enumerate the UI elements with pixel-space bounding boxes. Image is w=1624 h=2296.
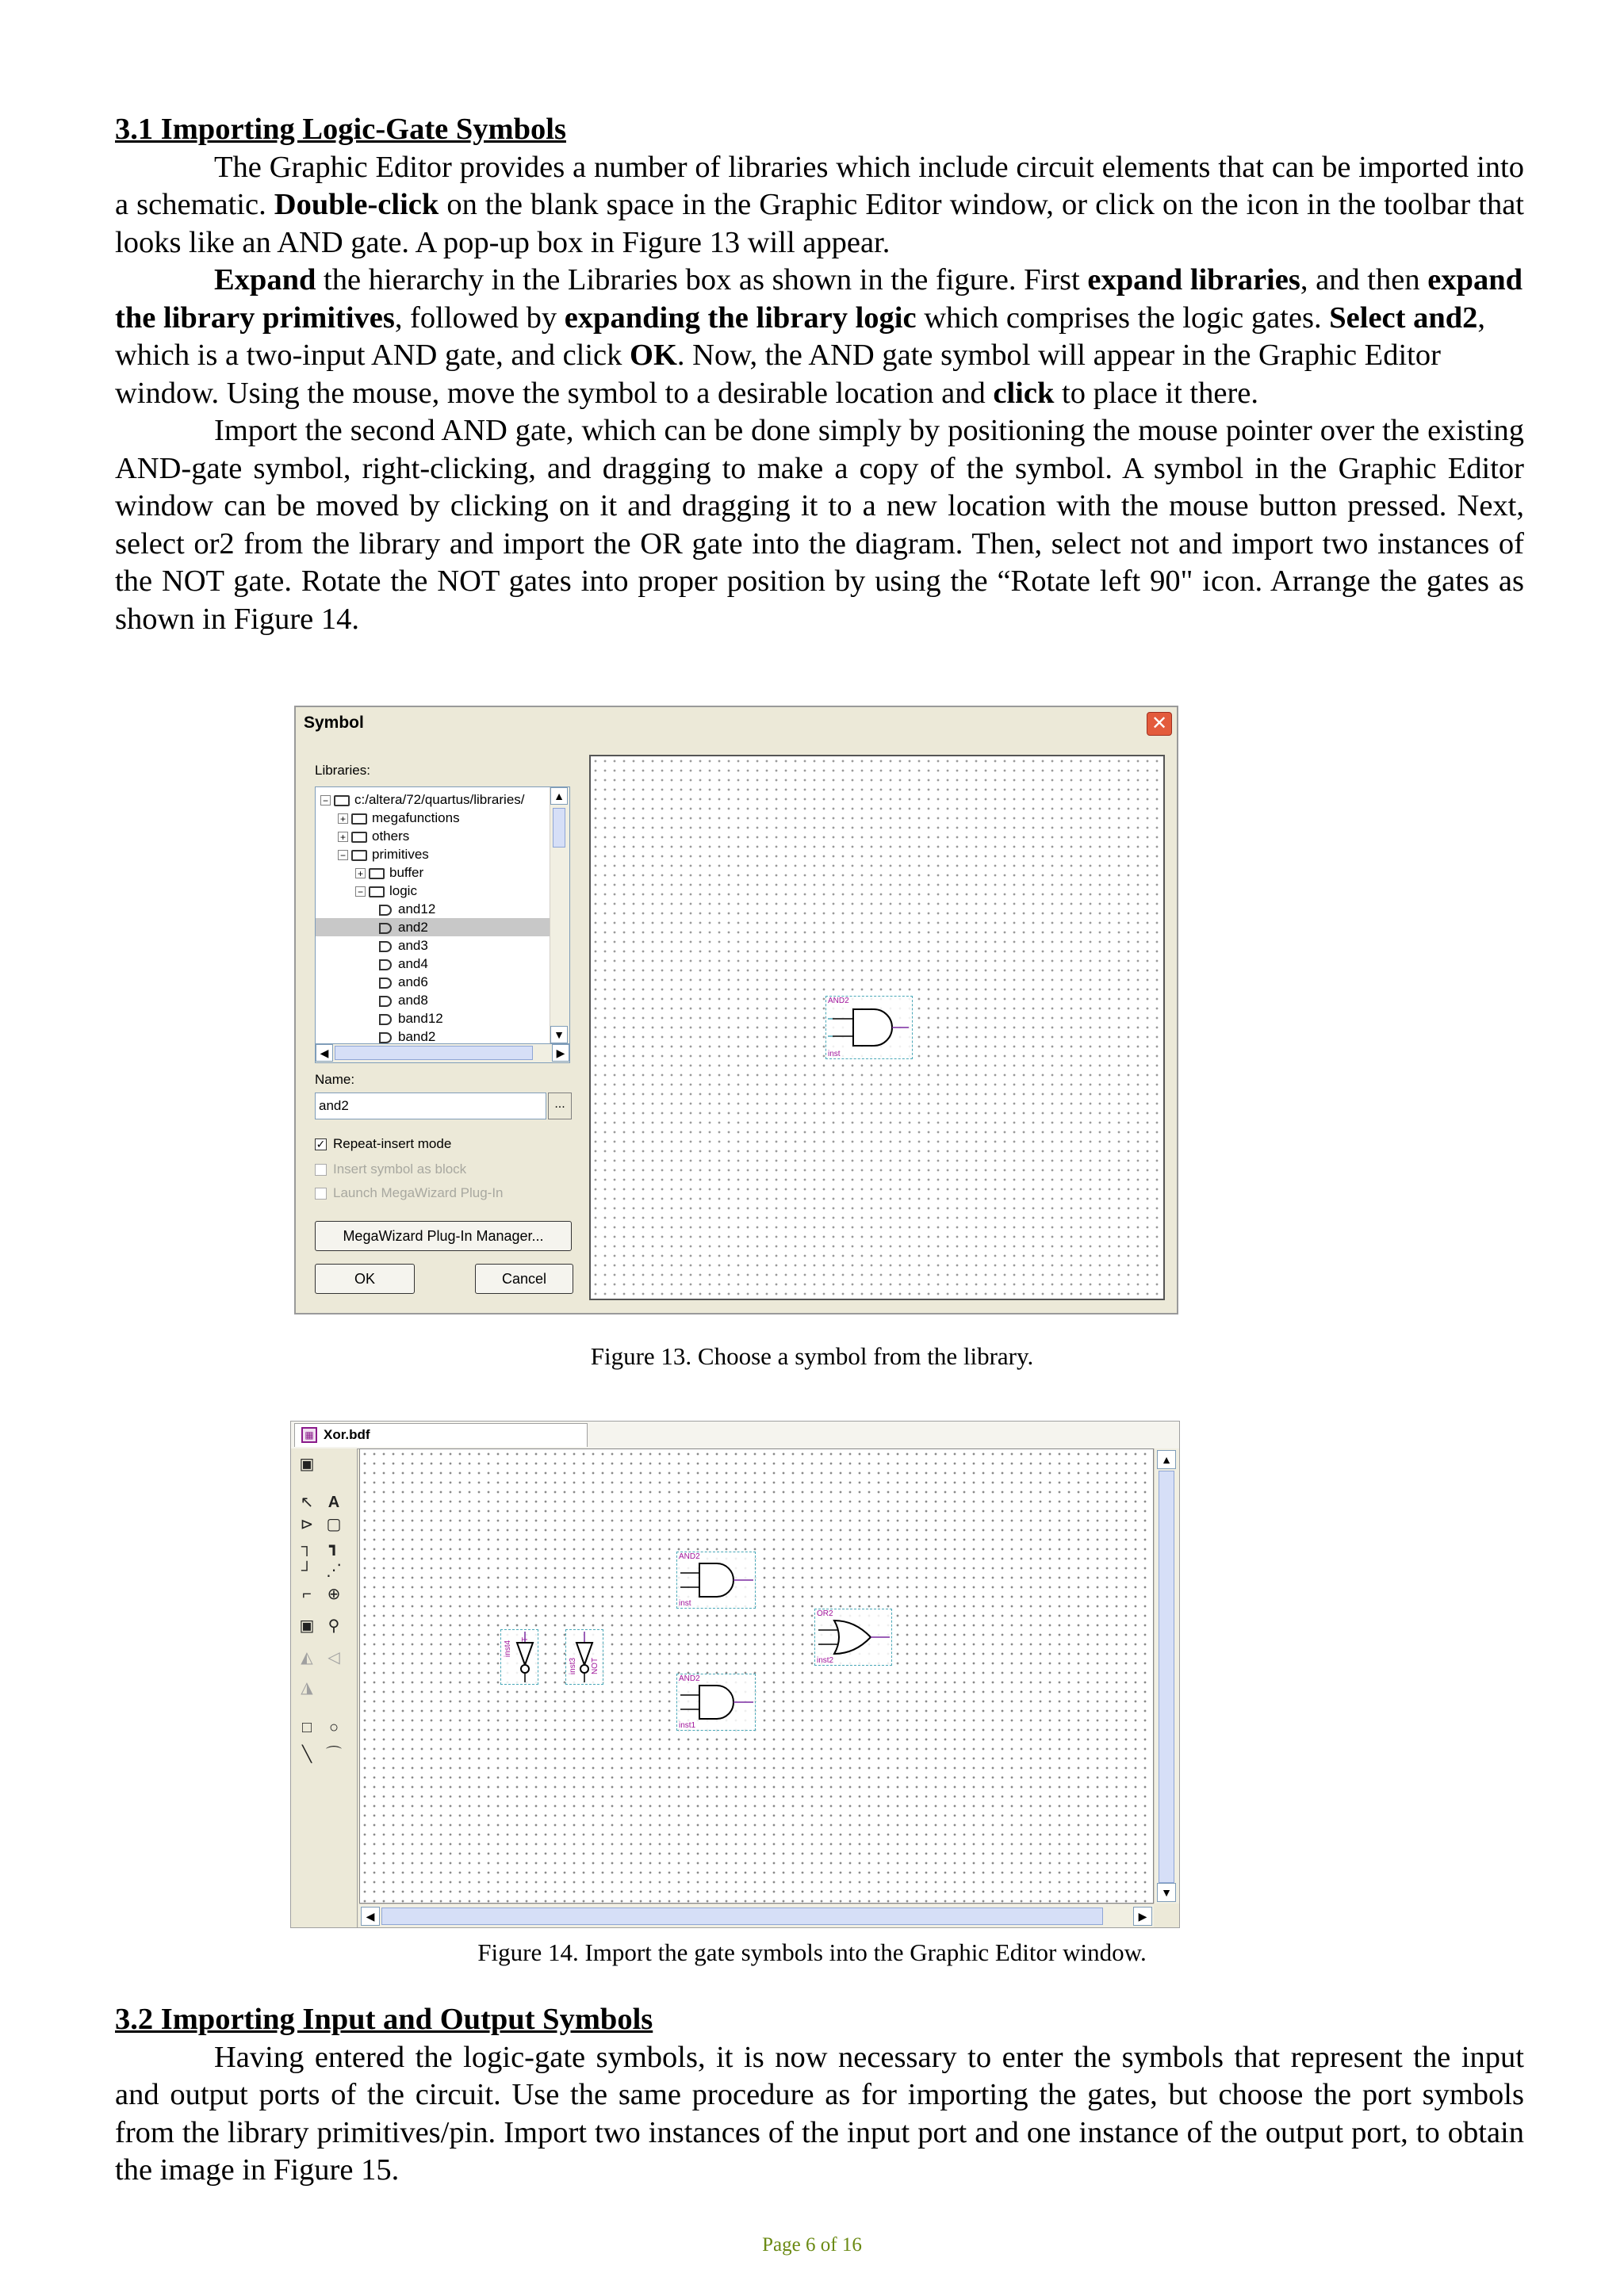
symbol-icon [379, 1014, 392, 1025]
name-field[interactable]: and2 [315, 1093, 546, 1119]
library-tree[interactable] [315, 786, 570, 1044]
and-gate-inst[interactable]: AND2 inst [676, 1552, 756, 1609]
repeat-insert-label: Repeat-insert mode [333, 1136, 452, 1151]
launch-megawizard-label: Launch MegaWizard Plug-In [333, 1185, 504, 1200]
tree-item-label: megafunctions [372, 810, 460, 825]
symbol-icon [379, 923, 392, 934]
page-footer: Page 6 of 16 [762, 2234, 862, 2256]
symbol-icon [379, 978, 392, 989]
expand-icon[interactable]: + [338, 813, 348, 824]
and-gate-icon [677, 1674, 755, 1730]
symbol-tool-icon[interactable]: ⊳ [300, 1516, 314, 1533]
text-tool-icon[interactable]: A [327, 1494, 340, 1511]
text-run: , and then [1300, 263, 1428, 297]
symbol-icon [379, 905, 392, 916]
paragraph [115, 262, 1524, 412]
not-gate-icon [566, 1630, 603, 1684]
bold-text: Expand [214, 263, 316, 297]
bold-text: expanding the library logic [564, 300, 917, 335]
orthogonal-node-tool-icon[interactable]: ┐ [301, 1538, 313, 1556]
or-gate-inst2[interactable]: OR2 inst2 [814, 1609, 892, 1666]
scroll-down-icon[interactable]: ▼ [1157, 1883, 1176, 1902]
tree-item[interactable] [316, 790, 557, 809]
tree-item[interactable] [316, 1027, 570, 1044]
document-tab-title: Xor.bdf [324, 1427, 370, 1442]
schematic-canvas[interactable] [359, 1448, 1154, 1904]
flip-vertical-icon[interactable]: ◁ [327, 1649, 340, 1667]
figure-14-caption: Figure 14. Import the gate symbols into the Graphic Editor window. [477, 1938, 1147, 1966]
paragraph [115, 149, 1524, 262]
insert-as-block-label: Insert symbol as block [333, 1161, 467, 1177]
figure-13-caption: Figure 13. Choose a symbol from the library. [590, 1342, 1034, 1370]
symbol-dialog [294, 706, 1178, 1314]
text-run: , which is a two-input AND gate, and click [115, 300, 1486, 372]
tree-item-label: and2 [398, 920, 428, 935]
expand-icon[interactable]: + [338, 832, 348, 842]
collapse-icon[interactable]: − [320, 795, 331, 806]
folder-icon [334, 795, 350, 806]
scroll-left-icon[interactable]: ◀ [361, 1907, 380, 1926]
tree-item[interactable] [316, 991, 570, 1009]
bold-text: OK [630, 339, 677, 372]
folder-icon [351, 832, 367, 843]
tree-item-label: and8 [398, 993, 428, 1008]
section-3-2 [115, 2001, 1524, 2190]
find-icon[interactable]: ⚲ [327, 1617, 340, 1635]
detach-window-icon[interactable]: ▣ [299, 1456, 315, 1473]
insert-as-block-checkbox[interactable] [315, 1161, 466, 1178]
symbol-icon [379, 941, 392, 952]
tree-item-label: and12 [398, 901, 436, 916]
partial-line-selection-icon[interactable]: ⌐ [302, 1586, 312, 1603]
text-run: the hierarchy in the Libraries box as shown in the figure. First [316, 263, 1088, 297]
section-heading: 3.1 Importing Logic-Gate Symbols [115, 113, 566, 146]
tree-vertical-scrollbar[interactable] [550, 787, 569, 1043]
tree-item[interactable] [316, 918, 570, 936]
scroll-down-icon[interactable]: ▼ [550, 1026, 568, 1043]
tree-item[interactable] [316, 809, 570, 827]
scroll-up-icon[interactable]: ▲ [550, 787, 568, 805]
scroll-right-icon[interactable]: ▶ [552, 1044, 569, 1062]
section-3-1 [115, 111, 1524, 638]
not-gate-icon [501, 1630, 538, 1684]
tree-item[interactable] [316, 882, 570, 900]
megawizard-button[interactable]: MegaWizard Plug-In Manager... [315, 1221, 572, 1251]
bold-text: Select and2 [1329, 300, 1478, 335]
folder-icon [369, 868, 385, 879]
tree-item-label: others [372, 828, 410, 844]
symbol-icon [379, 996, 392, 1007]
zoom-icon[interactable]: ⊕ [327, 1586, 341, 1603]
folder-icon [351, 850, 367, 861]
canvas-vertical-scrollbar[interactable] [1154, 1448, 1179, 1904]
oval-tool-icon[interactable]: ○ [328, 1719, 339, 1736]
arc-tool-icon[interactable]: ⌒ [326, 1746, 342, 1763]
scroll-thumb[interactable] [335, 1046, 533, 1060]
rectangle-tool-icon[interactable]: □ [301, 1719, 312, 1736]
bold-text: Double-click [274, 188, 439, 221]
tree-item-label: buffer [389, 865, 424, 880]
scroll-thumb[interactable] [553, 808, 565, 848]
scroll-thumb[interactable] [1159, 1471, 1174, 1883]
bold-text: expand libraries [1087, 263, 1300, 297]
tree-item[interactable] [316, 900, 570, 918]
scroll-thumb[interactable] [381, 1908, 1103, 1925]
tree-item[interactable] [316, 955, 570, 973]
folder-icon [351, 813, 367, 825]
orthogonal-bus-tool-icon[interactable]: ┓ [328, 1538, 339, 1556]
checkbox-icon [315, 1188, 327, 1200]
conduit-tool-icon[interactable]: ┘ [301, 1562, 313, 1579]
selection-tool-icon[interactable]: ↖ [300, 1494, 314, 1511]
checkbox-icon [315, 1164, 327, 1176]
libraries-label: Libraries: [315, 763, 370, 778]
tree-item-label: and4 [398, 956, 428, 971]
text-run: which comprises the logic gates. [916, 300, 1330, 335]
tree-item[interactable] [316, 827, 570, 845]
text-run: , followed by [394, 300, 565, 335]
and-gate-icon [826, 997, 912, 1058]
dialog-title: Symbol [304, 714, 364, 732]
close-icon[interactable]: ✕ [1147, 712, 1172, 736]
scroll-right-icon[interactable]: ▶ [1133, 1907, 1152, 1926]
section-heading: 3.2 Importing Input and Output Symbols [115, 2003, 653, 2036]
symbol-icon [379, 959, 392, 970]
bold-text: expand the library primitives [115, 263, 1523, 335]
text-run: on the blank space in the Graphic Editor window, or click on the icon in the toolbar that looks like an AND gate. A pop-up box in Figure 13 will appear. [115, 188, 1525, 259]
name-label: Name: [315, 1072, 355, 1087]
document-tab[interactable] [294, 1423, 588, 1447]
scroll-up-icon[interactable]: ▲ [1157, 1450, 1176, 1469]
paragraph: Import the second AND gate, which can be done simply by positioning the mouse pointer over the existing AND-gate symbol, right-clicking, and dragging to make a copy of the symbol. A symbol in the Graphic Editor window can be moved by clicking on it and dragging it to a new location with the mouse button pressed. Next, select or2 from the library and import the OR gate into the diagram. Then, select not and import two instances of the NOT gate. Rotate the NOT gates into proper position by using the “Rotate left 90" icon. Arrange the gates as shown in Figure 14. [115, 414, 1524, 636]
not-gate-inst4[interactable]: inst4 [500, 1629, 538, 1685]
launch-megawizard-checkbox[interactable] [315, 1184, 504, 1202]
paragraph: Having entered the logic-gate symbols, it is now necessary to enter the symbols that represent the input and output ports of the circuit. Use the same procedure as for importing the gates, but choose the port symbols from the library primitives/pin. Import two instances of the input port and one instance of the output port, to obtain the image in Figure 15. [115, 2040, 1524, 2187]
collapse-icon[interactable]: − [338, 850, 348, 860]
and-gate-inst1[interactable]: AND2 inst1 [676, 1674, 756, 1731]
tree-item-label: primitives [372, 847, 429, 862]
tree-item-label: band2 [398, 1029, 436, 1044]
tree-item-label: logic [389, 883, 417, 898]
collapse-icon[interactable]: − [355, 886, 366, 897]
symbol-preview [589, 755, 1165, 1300]
tree-item-label: c:/altera/72/quartus/libraries/ [354, 792, 525, 807]
tree-horizontal-scrollbar[interactable] [315, 1044, 570, 1063]
ok-button[interactable]: OK [315, 1264, 415, 1294]
tree-item[interactable] [316, 936, 570, 955]
graphic-editor-window [290, 1421, 1180, 1928]
symbol-icon [379, 1032, 392, 1043]
drawing-toolbox [291, 1448, 358, 1927]
text-run: The Graphic Editor provides a number of libraries which include circuit elements that can be imported into a schematic. [115, 150, 1524, 221]
document-tab-bar [291, 1422, 1179, 1449]
cancel-button[interactable]: Cancel [475, 1264, 573, 1294]
repeat-insert-checkbox[interactable] [315, 1135, 451, 1153]
block-tool-icon[interactable]: ▢ [326, 1516, 342, 1533]
or-gate-icon [815, 1609, 891, 1665]
bdf-file-icon: ▦ [301, 1427, 317, 1443]
canvas-horizontal-scrollbar[interactable] [359, 1904, 1154, 1927]
tree-item-label: and3 [398, 938, 428, 953]
rubberbanding-icon[interactable]: ⋰ [326, 1562, 342, 1579]
bold-text: click [993, 376, 1055, 410]
browse-button[interactable]: ... [548, 1093, 572, 1119]
and-gate-icon [677, 1552, 755, 1608]
text-run: to place it there. [1054, 376, 1258, 410]
text-run: . Now, the AND gate symbol will appear in the Graphic Editor window. Using the mouse, move the symbol to a desirable location and [115, 339, 1441, 410]
checkbox-checked-icon: ✓ [316, 1138, 326, 1151]
tree-item[interactable] [316, 845, 570, 863]
scroll-left-icon[interactable]: ◀ [316, 1044, 333, 1062]
tree-item[interactable] [316, 863, 570, 882]
rotate-left-icon[interactable]: ◮ [301, 1679, 313, 1697]
tree-item[interactable] [316, 1009, 570, 1027]
and-gate-symbol: AND2 inst [825, 996, 913, 1059]
tree-item-label: and6 [398, 974, 428, 989]
full-screen-icon[interactable]: ▣ [299, 1617, 315, 1635]
tree-item[interactable] [316, 973, 570, 991]
not-gate-inst3[interactable]: inst3 NOT [565, 1629, 603, 1685]
tree-item-label: band12 [398, 1011, 443, 1026]
line-tool-icon[interactable]: ╲ [301, 1746, 312, 1763]
expand-icon[interactable]: + [355, 868, 366, 878]
folder-icon [369, 886, 385, 897]
flip-horizontal-icon[interactable]: ◭ [301, 1649, 313, 1667]
